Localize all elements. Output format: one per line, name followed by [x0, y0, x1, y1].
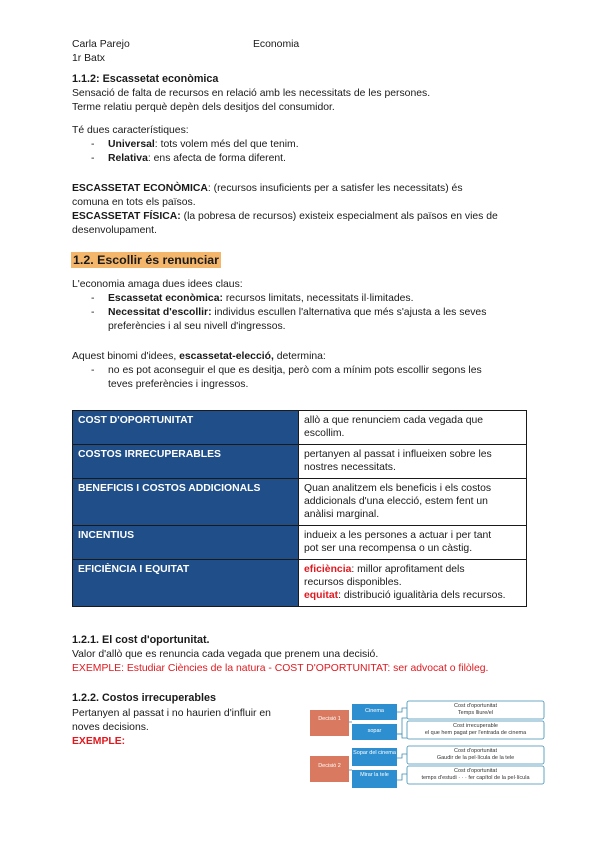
bullet-dash: - [91, 307, 95, 318]
section-title-12 [71, 253, 221, 269]
cost-box-line: Temps lliure/el [457, 710, 494, 716]
table-row [73, 445, 527, 479]
sopar-cinema-label: Sopar del cinema [353, 750, 396, 756]
definition-line: : distribució igualitària dels recursos. [338, 590, 506, 601]
definition-line: anàlisi marginal. [304, 509, 380, 520]
s121-example: EXEMPLE: Estudiar Ciències de la natura - COST D'OPORTUNITAT: ser advocat o filòleg. [72, 663, 489, 674]
bullet-dash: - [91, 293, 95, 304]
decisio-1-label: Decisió 1 [318, 716, 341, 722]
binomi-sentence [72, 350, 326, 363]
s112-paragraph-1: Sensació de falta de recursos en relació amb les necessitats de les persones. [72, 88, 431, 99]
concept-term: EFICIÈNCIA I EQUITAT [73, 560, 299, 607]
concepts-table [72, 410, 527, 607]
definition-line: nostres necessitats. [304, 462, 396, 473]
binomi-post: determina: [273, 351, 326, 362]
concept-term: INCENTIUS [73, 526, 299, 560]
definition-line: escollim. [304, 428, 345, 439]
cost-box-line: el que hem pagat per l'entrada de cinema [424, 730, 527, 736]
s112-intro: Té dues característiques: [72, 125, 189, 136]
definition-line: allò a que renunciem cada vegada que [304, 415, 484, 426]
definition-line: : millor aprofitament dels [351, 564, 465, 575]
equitat-term: equitat [304, 590, 339, 601]
eficiencia-term: eficiència [304, 564, 352, 575]
cost-box-line: Cost d'oportunitat [454, 703, 497, 709]
bullet-dash: - [91, 153, 95, 164]
concept-term: COST D'OPORTUNITAT [73, 411, 299, 445]
table-row [73, 560, 527, 607]
definition-text: (la pobresa de recursos) existeix especialment als països en vies de [180, 211, 498, 222]
section-title-112: 1.1.2: Escassetat econòmica [72, 73, 219, 85]
cost-box-line: Gaudir de la pel·lícula de la tele [436, 755, 515, 761]
highlighted-heading: 1.2. Escollir és renunciar [73, 253, 220, 267]
table-row [73, 411, 527, 445]
s122-line-1: Pertanyen al passat i no haurien d'influir en [72, 708, 271, 719]
author-name: Carla Parejo [72, 39, 130, 50]
list-item-cont: preferències i al seu nivell d'ingressos. [108, 321, 286, 332]
determina-line-2: teves preferències i ingressos. [108, 379, 249, 390]
cinema-label: Cinema [365, 708, 384, 714]
cost-box-line: Cost d'oportunitat [454, 768, 497, 774]
list-item-text: individus escullen l'alternativa que més s'ajusta a les seves [211, 307, 487, 318]
bullet-dash: - [91, 365, 95, 376]
section-title-121: 1.2.1. El cost d'oportunitat. [72, 634, 210, 646]
list-item-text: : ens afecta de forma diferent. [147, 153, 286, 164]
concept-definition [299, 411, 527, 445]
list-item-text: recursos limitats, necessitats il·limitades. [222, 293, 414, 304]
concept-definition [299, 526, 527, 560]
definition-line: pertanyen al passat i influeixen sobre les [304, 449, 492, 460]
list-item [108, 292, 414, 305]
list-item-term: Escassetat econòmica: [108, 293, 223, 304]
s122-line-2: noves decisions. [72, 722, 149, 733]
escassetat-fisica-def-cont: desenvolupament. [72, 225, 157, 236]
determina-line-1: no es pot aconseguir el que es desitja, però com a mínim pots escollir segons les [108, 365, 482, 376]
decisio-2-label: Decisió 2 [318, 763, 341, 769]
table-row [73, 526, 527, 560]
s121-text: Valor d'allò que es renuncia cada vegada que prenem una decisió. [72, 649, 379, 660]
sopar-label: sopar [367, 728, 382, 734]
definition-text: : (recursos insuficients per a satisfer les necessitats) és [207, 183, 463, 194]
definition-term: ESCASSETAT ECONÒMICA [72, 183, 208, 194]
cost-box-line: Cost d'oportunitat [454, 748, 497, 754]
binomi-pre: Aquest binomi d'idees, [72, 351, 180, 362]
escassetat-economica-def-cont: comuna en tots els països. [72, 197, 196, 208]
concept-term: COSTOS IRRECUPERABLES [73, 445, 299, 479]
list-item [108, 138, 299, 151]
cost-box-line: Cost irrecuperable [453, 723, 498, 729]
binomi-term: escassetat-elecció, [179, 351, 274, 362]
bullet-dash: - [91, 139, 95, 150]
list-item [108, 152, 286, 165]
s122-example-label: EXEMPLE: [72, 736, 126, 747]
definition-term: ESCASSETAT FÍSICA: [72, 211, 181, 222]
concept-definition [299, 445, 527, 479]
subject-name: Economia [253, 39, 300, 50]
list-item-text: : tots volem més del que tenim. [154, 139, 299, 150]
definition-line: Quan analitzem els beneficis i els costos [304, 483, 492, 494]
section-title-122: 1.2.2. Costos irrecuperables [72, 692, 217, 704]
definition-line: addicionals d'una elecció, estem fent un [304, 496, 488, 507]
concept-definition [299, 479, 527, 526]
list-item-term: Necessitat d'escollir: [108, 307, 212, 318]
course-label: 1r Batx [72, 53, 105, 64]
list-item [108, 306, 486, 319]
concept-term: BENEFICIS I COSTOS ADDICIONALS [73, 479, 299, 526]
cost-box-line: temps d'estudi · · · fer capítol de la pel·lícula [421, 775, 530, 781]
definition-line: indueix a les persones a actuar i per tant [304, 530, 492, 541]
list-item-term: Universal [108, 139, 155, 150]
s112-paragraph-2: Terme relatiu perquè depèn dels desitjos del consumidor. [72, 102, 335, 113]
escassetat-economica-def [72, 182, 463, 195]
concept-definition [299, 560, 527, 607]
s12-intro: L'economia amaga dues idees claus: [72, 279, 243, 290]
list-item-term: Relativa [108, 153, 148, 164]
definition-line: pot ser una recompensa o un càstig. [304, 543, 473, 554]
mirar-tele-label: Mirar la tele [360, 772, 389, 778]
definition-line: recursos disponibles. [304, 577, 402, 588]
decisio-1-box [310, 710, 349, 736]
escassetat-fisica-def [72, 210, 498, 223]
table-row [73, 479, 527, 526]
